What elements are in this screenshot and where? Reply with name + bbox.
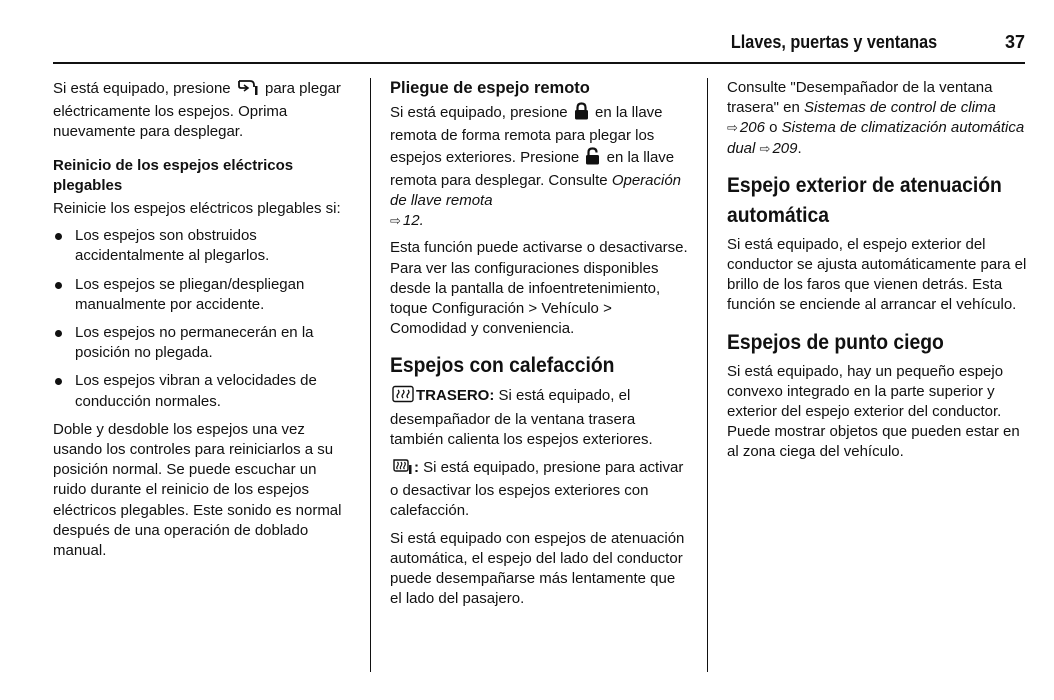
- page-reference-arrow-icon: ⇨: [390, 213, 401, 229]
- remote-fold-heading: Pliegue de espejo remoto: [390, 79, 590, 97]
- section-title: Llaves, puertas y ventanas: [730, 32, 937, 52]
- remote-fold-paragraph: Si está equipado, presione en la llave remota de forma remota para plegar los espejos exteriores. Presione en la llave remota para desplegar. Consulte Operación de llave remota ⇨ 12.: [390, 104, 682, 230]
- column-2: [390, 78, 690, 616]
- heated-rear-paragraph: TRASERO: Si está equipado, el desempañador de la ventana trasera también calienta los espejos exteriores.: [390, 387, 653, 448]
- auto-dimming-heading: Espejo exterior de atenuación automática: [727, 173, 1002, 227]
- reference-link: Sistemas de control de clima: [804, 99, 996, 117]
- page-number: 37: [1004, 32, 1025, 52]
- page-header: [53, 30, 1025, 64]
- reset-conditions-list: [53, 226, 353, 412]
- column-divider: [707, 78, 708, 672]
- list-item: Los espejos vibran a velocidades de conducción normales.: [53, 371, 353, 411]
- bullet-icon: [55, 378, 62, 385]
- column-divider: [370, 78, 371, 672]
- rear-label: TRASERO:: [416, 387, 495, 405]
- page-reference-arrow-icon: ⇨: [759, 140, 771, 156]
- column-3: [727, 78, 1027, 470]
- blind-spot-heading: Espejos de punto ciego: [727, 330, 944, 354]
- reset-closing-paragraph: Doble y desdoble los espejos una vez usando los controles para reiniciarlos a su posición normal. Se puede escuchar un ruido durante el reinicio de los espejos eléctricos plegables. Este sonido es normal después de una operación de doblado manual.: [53, 420, 342, 560]
- blind-spot-paragraph: Si está equipado, hay un pequeño espejo convexo integrado en la parte superior y exterior del espejo exterior del conductor. Puede mostrar objetos que pueden estar en al zona ciega del vehículo.: [727, 362, 1020, 461]
- list-item: Los espejos no permanecerán en la posición no plegada.: [53, 323, 353, 363]
- reference-link: Sistema de climatización automática dual: [727, 119, 1025, 157]
- bullet-icon: [55, 233, 62, 240]
- rear-defrost-icon: [392, 385, 414, 409]
- reference-page: 12.: [402, 212, 424, 230]
- bullet-icon: [55, 282, 62, 289]
- auto-dimming-paragraph: Si está equipado, el espejo exterior del conductor se ajusta automáticamente para el brillo de los faros que vienen detrás. Esta función se enciende al arrancar el vehículo.: [727, 235, 1027, 314]
- consult-paragraph: Consulte "Desempañador de la ventana trasera" en Sistemas de control de clima ⇨ 206 o Sistema de climatización automática dual ⇨ 209.: [727, 79, 1025, 157]
- reference-link: Operación de llave remota: [390, 171, 682, 210]
- heated-dimming-paragraph: Si está equipado con espejos de atenuación automática, el espejo del lado del conductor puede desempañarse más lentamente que el lado del pasajero.: [390, 529, 685, 608]
- page-reference-arrow-icon: ⇨: [727, 120, 738, 136]
- mirror-fold-icon: [237, 78, 259, 102]
- column-1: [53, 78, 353, 568]
- list-item: Los espejos son obstruidos accidentalmente al plegarlos.: [53, 226, 353, 266]
- lock-icon: [574, 102, 589, 126]
- reset-heading: Reinicio de los espejos eléctricos plegables: [53, 156, 294, 194]
- heated-mirrors-heading: Espejos con calefacción: [390, 354, 615, 378]
- list-item: Los espejos se pliegan/despliegan manualmente por accidente.: [53, 275, 353, 315]
- heated-mirror-icon: [392, 457, 412, 481]
- heated-button-paragraph: : Si está equipado, presione para activar o desactivar los espejos exteriores con calefacción.: [390, 459, 684, 520]
- unlock-icon: [585, 147, 600, 171]
- remote-config-paragraph: Esta función puede activarse o desactivarse. Para ver las configuraciones disponibles desde la pantalla de infoentretenimiento, toque Configuración > Vehículo > Comodidad y conveniencia.: [390, 239, 688, 338]
- fold-intro-paragraph: Si está equipado, presione para plegar eléctricamente los espejos. Oprima nuevamente para desplegar.: [53, 80, 341, 141]
- bullet-icon: [55, 330, 62, 337]
- reset-intro: Reinicie los espejos eléctricos plegables si:: [53, 200, 341, 218]
